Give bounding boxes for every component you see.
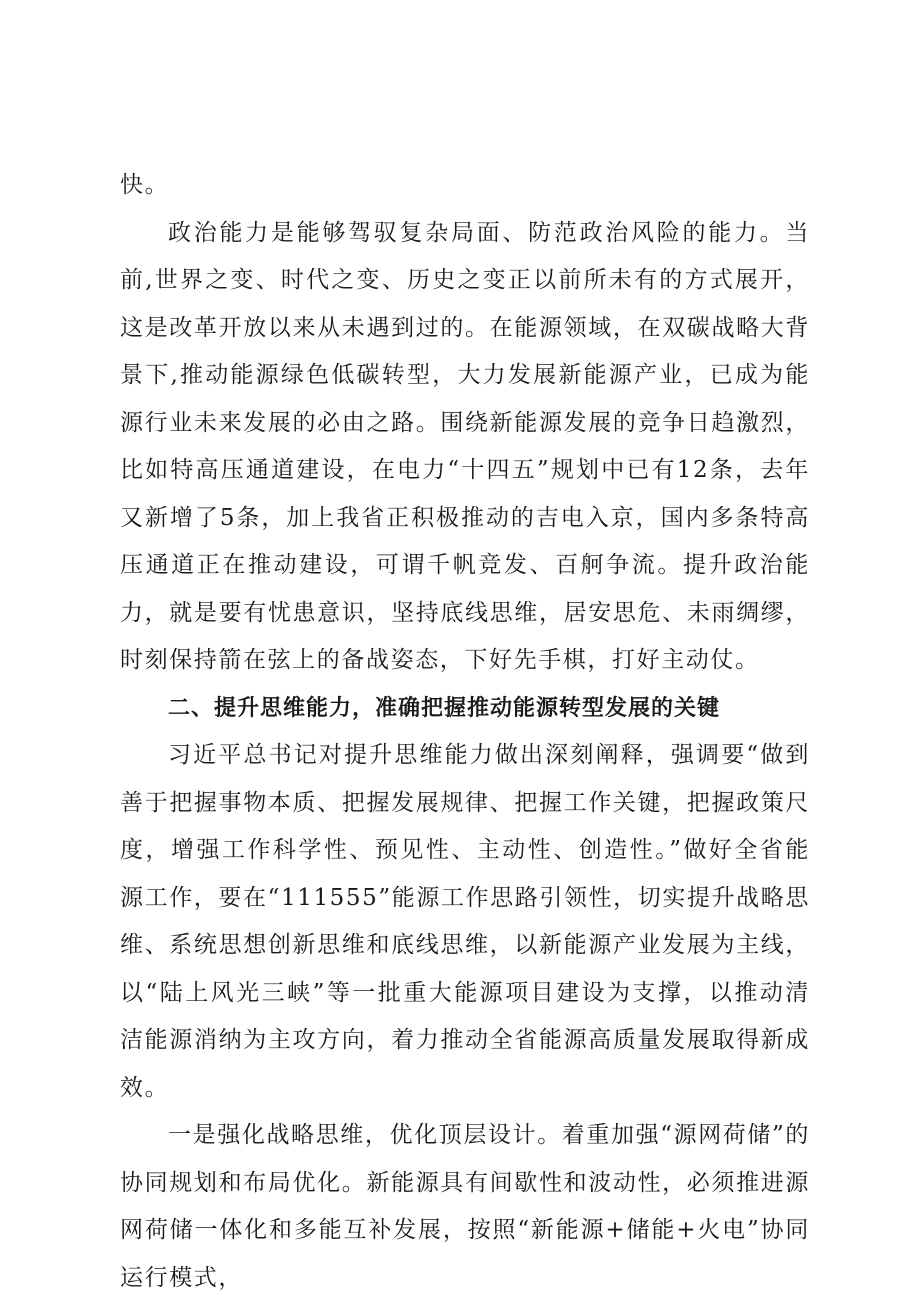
paragraph-thinking-ability: 习近平总书记对提升思维能力做出深刻阐释，强调要“做到善于把握事物本质、把握发展规律、把握工作关键，把握政策尺度，增强工作科学性、预见性、主动性、创造性。”做好全省能源工作，要在“111555”能源工作思路引领性，切实提升战略思维、系统思想创新思维和底线思维，以新能源产业发展为主线，以“陆上风光三峡”等一批重大能源项目建设为支撑，以推动清洁能源消纳为主攻方向，着力推动全省能源高质量发展取得新成效。 [120,742,810,1101]
paragraph-continuation: 快。 [120,172,170,198]
paragraph-political-ability: 政治能力是能够驾驭复杂局面、防范政治风险的能力。当前,世界之变、时代之变、历史之变正以前所未有的方式展开，这是改革开放以来从未遇到过的。在能源领域，在双碳战略大背景下,推动能源绿色低碳转型，大力发展新能源产业，已成为能源行业未来发展的必由之路。围绕新能源发展的竞争日趋激烈，比如特高压通道建设，在电力“十四五”规划中已有12条，去年又新增了5条，加上我省正积极推动的吉电入京，国内多条特高压通道正在推动建设，可谓千帆竞发、百舸争流。提升政治能力，就是要有忧患意识，坚持底线思维，居安思危、未雨绸缪，时刻保持箭在弦上的备战姿态，下好先手棋，打好主动仗。 [120,219,810,673]
document-body [120,162,810,1302]
section-heading-thinking-ability: 二、提升思维能力，准确把握推动能源转型发展的关键 [168,695,721,721]
paragraph-strategic-thinking: 一是强化战略思维，优化顶层设计。着重加强“源网荷储”的协同规划和布局优化。新能源具有间歇性和波动性，必须推进源网荷储一体化和多能互补发展，按照“新能源+储能+火电”协同运行模式， [120,1122,810,1291]
